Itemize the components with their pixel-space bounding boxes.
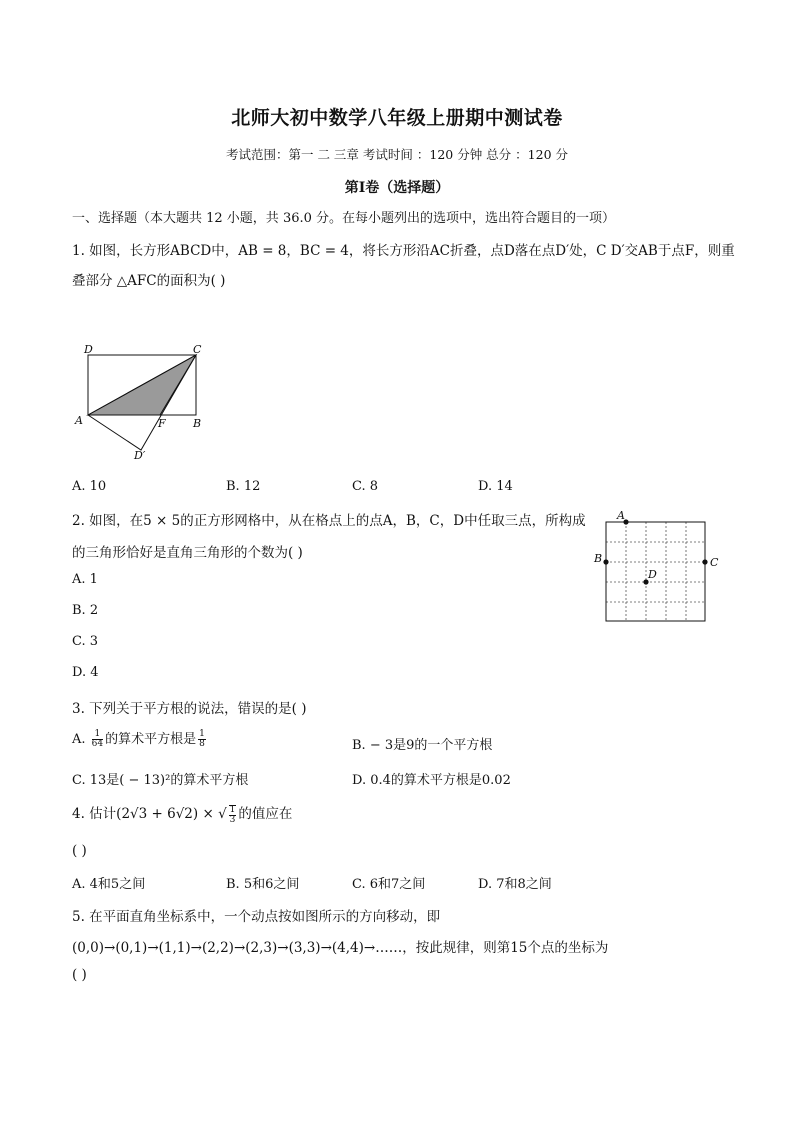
q3-option-d[interactable]: D. 0.4的算术平方根是0.02: [352, 773, 511, 788]
q1-figure: [72, 340, 212, 465]
section-instructions: 一、选择题（本大题共 12 小题，共 36.0 分。在每小题列出的选项中，选出符合题目的一项）: [72, 211, 616, 226]
q4-stem-prefix: 4. 估计(2√3 + 6√2) ×: [72, 806, 219, 822]
q2-label-a: A: [617, 509, 625, 522]
q2-label-b: B: [594, 552, 603, 565]
q1-stem-line2: 叠部分 △AFC的面积为( ): [72, 273, 226, 289]
q2-grid-figure: [590, 506, 720, 626]
q3-frac2-denominator: 8: [199, 739, 205, 749]
q1-label-a: A: [75, 414, 83, 427]
q2-point-c: [702, 559, 707, 564]
q1-label-d: D: [84, 343, 93, 356]
q2-stem-line1: 2. 如图，在5 × 5的正方形网格中，从在格点上的点A，B，C，D中任取三点，所构成: [72, 513, 586, 529]
exam-meta: 考试范围：第一 二 三章 考试时间 ：120 分钟 总分 ：120 分: [225, 147, 568, 162]
q1-option-a[interactable]: A. 10: [72, 479, 107, 494]
q2-stem-line2: 的三角形恰好是直角三角形的个数为( ): [72, 545, 303, 561]
q3-fraction-1-8: [198, 730, 206, 749]
q3-fraction-1-64: [92, 730, 103, 749]
q1-label-c: C: [193, 343, 202, 356]
q2-point-b: [603, 559, 608, 564]
q4-frac-denominator: 3: [229, 814, 236, 825]
q3-frac1-numerator: 1: [92, 730, 103, 740]
q1-option-c[interactable]: C. 8: [352, 479, 379, 494]
q1-label-f: F: [158, 417, 166, 430]
q2-option-a[interactable]: A. 1: [72, 572, 98, 587]
q3-frac1-denominator: 64: [91, 739, 104, 749]
q1-label-d-prime: D′: [134, 449, 146, 462]
q3-frac2-numerator: 1: [199, 729, 205, 739]
q3-option-a-middle: 的算术平方根是: [105, 732, 197, 747]
q3-option-a[interactable]: [72, 728, 208, 749]
q4-frac-numerator: 1: [229, 804, 236, 815]
q4-stem-suffix: 的值应在: [238, 806, 293, 822]
q4-stem: [72, 802, 292, 825]
q1-stem-line1: 1. 如图，长方形ABCD中，AB = 8，BC = 4，将长方形沿AC折叠，点D落在点D′处，C D′交AB于点F，则重: [72, 243, 735, 259]
exam-title: 北师大初中数学八年级上册期中测试卷: [231, 107, 563, 129]
q5-stem-line1: 5. 在平面直角坐标系中，一个动点按如图所示的方向移动，即: [72, 909, 441, 925]
q4-option-c[interactable]: C. 6和7之间: [352, 877, 426, 892]
q1-option-d[interactable]: D. 14: [478, 479, 513, 494]
q3-stem: 3. 下列关于平方根的说法，错误的是( ): [72, 701, 307, 717]
q1-label-b: B: [193, 417, 202, 430]
q5-answer-paren: ( ): [72, 967, 87, 983]
q2-label-d: D: [648, 568, 657, 581]
q2-option-c[interactable]: C. 3: [72, 634, 99, 649]
q3-option-b[interactable]: B. − 3是9的一个平方根: [352, 738, 493, 753]
q4-option-b[interactable]: B. 5和6之间: [226, 877, 300, 892]
q4-answer-paren: ( ): [72, 843, 87, 859]
q5-stem-line2: (0,0)→(0,1)→(1,1)→(2,2)→(2,3)→(3,3)→(4,4)→……，按此规律，则第15个点的坐标为: [72, 940, 609, 956]
q3-option-a-prefix: A.: [72, 732, 86, 747]
q4-fraction-1-3: [229, 805, 237, 825]
q4-option-d[interactable]: D. 7和8之间: [478, 877, 552, 892]
q2-option-d[interactable]: D. 4: [72, 665, 99, 680]
sqrt-icon: √: [218, 806, 227, 822]
q1-option-b[interactable]: B. 12: [226, 479, 261, 494]
q2-label-c: C: [710, 556, 719, 569]
q3-option-c[interactable]: C. 13是( − 13)²的算术平方根: [72, 773, 249, 788]
q4-option-a[interactable]: A. 4和5之间: [72, 877, 146, 892]
q2-option-b[interactable]: B. 2: [72, 603, 99, 618]
section-heading: 第Ⅰ卷（选择题）: [344, 180, 450, 196]
